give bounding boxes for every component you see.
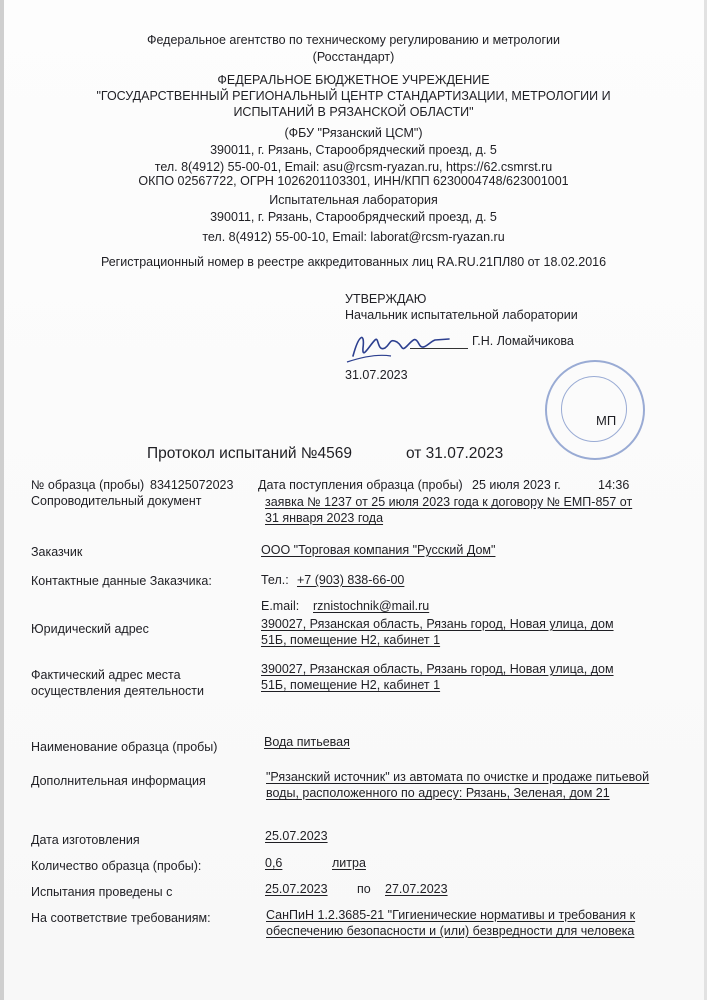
received-time: 14:36 (598, 478, 630, 492)
accompanying-doc-line-2: 31 января 2023 года (265, 511, 384, 525)
extra-info-label: Дополнительная информация (31, 774, 206, 788)
tests-to: 27.07.2023 (385, 882, 448, 896)
approve-word: УТВЕРЖДАЮ (345, 292, 427, 306)
legal-address-line-1: 390027, Рязанская область, Рязань город, Новая улица, дом (261, 617, 614, 631)
quantity-value: 0,6 (265, 856, 283, 870)
lab-address: 390011, г. Рязань, Старообрядческий проезд, д. 5 (210, 210, 497, 224)
sample-number-value: 834125072023 (150, 478, 234, 492)
institution-line-1: ФЕДЕРАЛЬНОЕ БЮДЖЕТНОЕ УЧРЕЖДЕНИЕ (217, 73, 490, 87)
legal-address-line-2: 51Б, помещение Н2, кабинет 1 (261, 633, 441, 647)
tests-from: 25.07.2023 (265, 882, 328, 896)
actual-address-line-2: 51Б, помещение Н2, кабинет 1 (261, 678, 441, 692)
requirements-label: На соответствие требованиям: (31, 911, 211, 925)
institution-codes: ОКПО 02567722, ОГРН 1026201103301, ИНН/КПП 6230004748/623001001 (138, 174, 569, 188)
agency-name: Федеральное агентство по техническому регулированию и метрологии (147, 33, 560, 47)
actual-address-label-1: Фактический адрес места (31, 668, 181, 682)
sample-name-value: Вода питьевая (264, 735, 350, 749)
lab-title: Испытательная лаборатория (269, 193, 438, 207)
accompanying-doc-line-1: заявка № 1237 от 25 июля 2023 года к договору № ЕМП-857 от (265, 495, 633, 509)
extra-info-line-1: "Рязанский источник" из автомата по очистке и продаже питьевой (266, 770, 650, 784)
actual-address-label-2: осуществления деятельности (31, 684, 205, 698)
extra-info-line-2: воды, расположенного по адресу: Рязань, Зеленая, дом 21 (266, 786, 610, 800)
institution-contacts: тел. 8(4912) 55-00-01, Email: asu@rcsm-ryazan.ru, https://62.csmrst.ru (154, 160, 553, 174)
requirements-line-2: обеспечению безопасности и (или) безвредности для человека (266, 924, 635, 938)
contacts-label: Контактные данные Заказчика: (31, 574, 212, 588)
seal-inner-ring (561, 376, 627, 442)
protocol-date: от 31.07.2023 (406, 445, 504, 462)
manufacture-date-label: Дата изготовления (31, 833, 140, 847)
customer-phone: +7 (903) 838-66-00 (297, 573, 405, 587)
approver-name: Г.Н. Ломайчикова (472, 334, 574, 348)
received-value: 25 июля 2023 г. (472, 478, 561, 492)
requirements-line-1: СанПиН 1.2.3685-21 "Гигиенические нормативы и требования к (266, 908, 636, 922)
sample-name-label: Наименование образца (пробы) (31, 740, 218, 754)
lab-contacts: тел. 8(4912) 55-00-10, Email: laborat@rcsm-ryazan.ru (202, 230, 505, 244)
institution-line-2: "ГОСУДАРСТВЕННЫЙ РЕГИОНАЛЬНЫЙ ЦЕНТР СТАНДАРТИЗАЦИИ, МЕТРОЛОГИИ И (96, 89, 611, 103)
seal-label: МП (596, 413, 617, 428)
customer-email: rznistochnik@mail.ru (313, 599, 430, 613)
seal-stamp (545, 360, 645, 460)
institution-short: (ФБУ "Рязанский ЦСМ") (284, 126, 423, 140)
agency-short: (Росстандарт) (312, 50, 395, 64)
approver-position: Начальник испытательной лаборатории (345, 308, 578, 322)
customer-value: ООО "Торговая компания "Русский Дом" (261, 543, 496, 557)
approval-date: 31.07.2023 (345, 368, 408, 382)
actual-address-line-1: 390027, Рязанская область, Рязань город, Новая улица, дом (261, 662, 614, 676)
accompanying-doc-label: Сопроводительный документ (31, 494, 202, 508)
institution-line-3: ИСПЫТАНИЙ В РЯЗАНСКОЙ ОБЛАСТИ" (233, 105, 474, 119)
signature-line (410, 348, 468, 349)
phone-prefix: Тел.: (261, 573, 289, 587)
legal-address-label: Юридический адрес (31, 622, 149, 636)
tests-to-label: по (357, 882, 371, 896)
institution-address: 390011, г. Рязань, Старообрядческий проезд, д. 5 (210, 143, 497, 157)
customer-label: Заказчик (31, 545, 83, 559)
sample-number-label: № образца (пробы) (31, 478, 145, 492)
quantity-label: Количество образца (пробы): (31, 859, 202, 873)
email-prefix: E.mail: (261, 599, 300, 613)
protocol-title: Протокол испытаний №4569 (147, 445, 352, 462)
signature-image (345, 326, 455, 366)
registry-number: Регистрационный номер в реестре аккредитованных лиц RA.RU.21ПЛ80 от 18.02.2016 (100, 255, 607, 269)
quantity-unit: литра (332, 856, 366, 870)
received-label: Дата поступления образца (пробы) (258, 478, 463, 492)
tests-period-label: Испытания проведены с (31, 885, 173, 899)
manufacture-date-value: 25.07.2023 (265, 829, 328, 843)
